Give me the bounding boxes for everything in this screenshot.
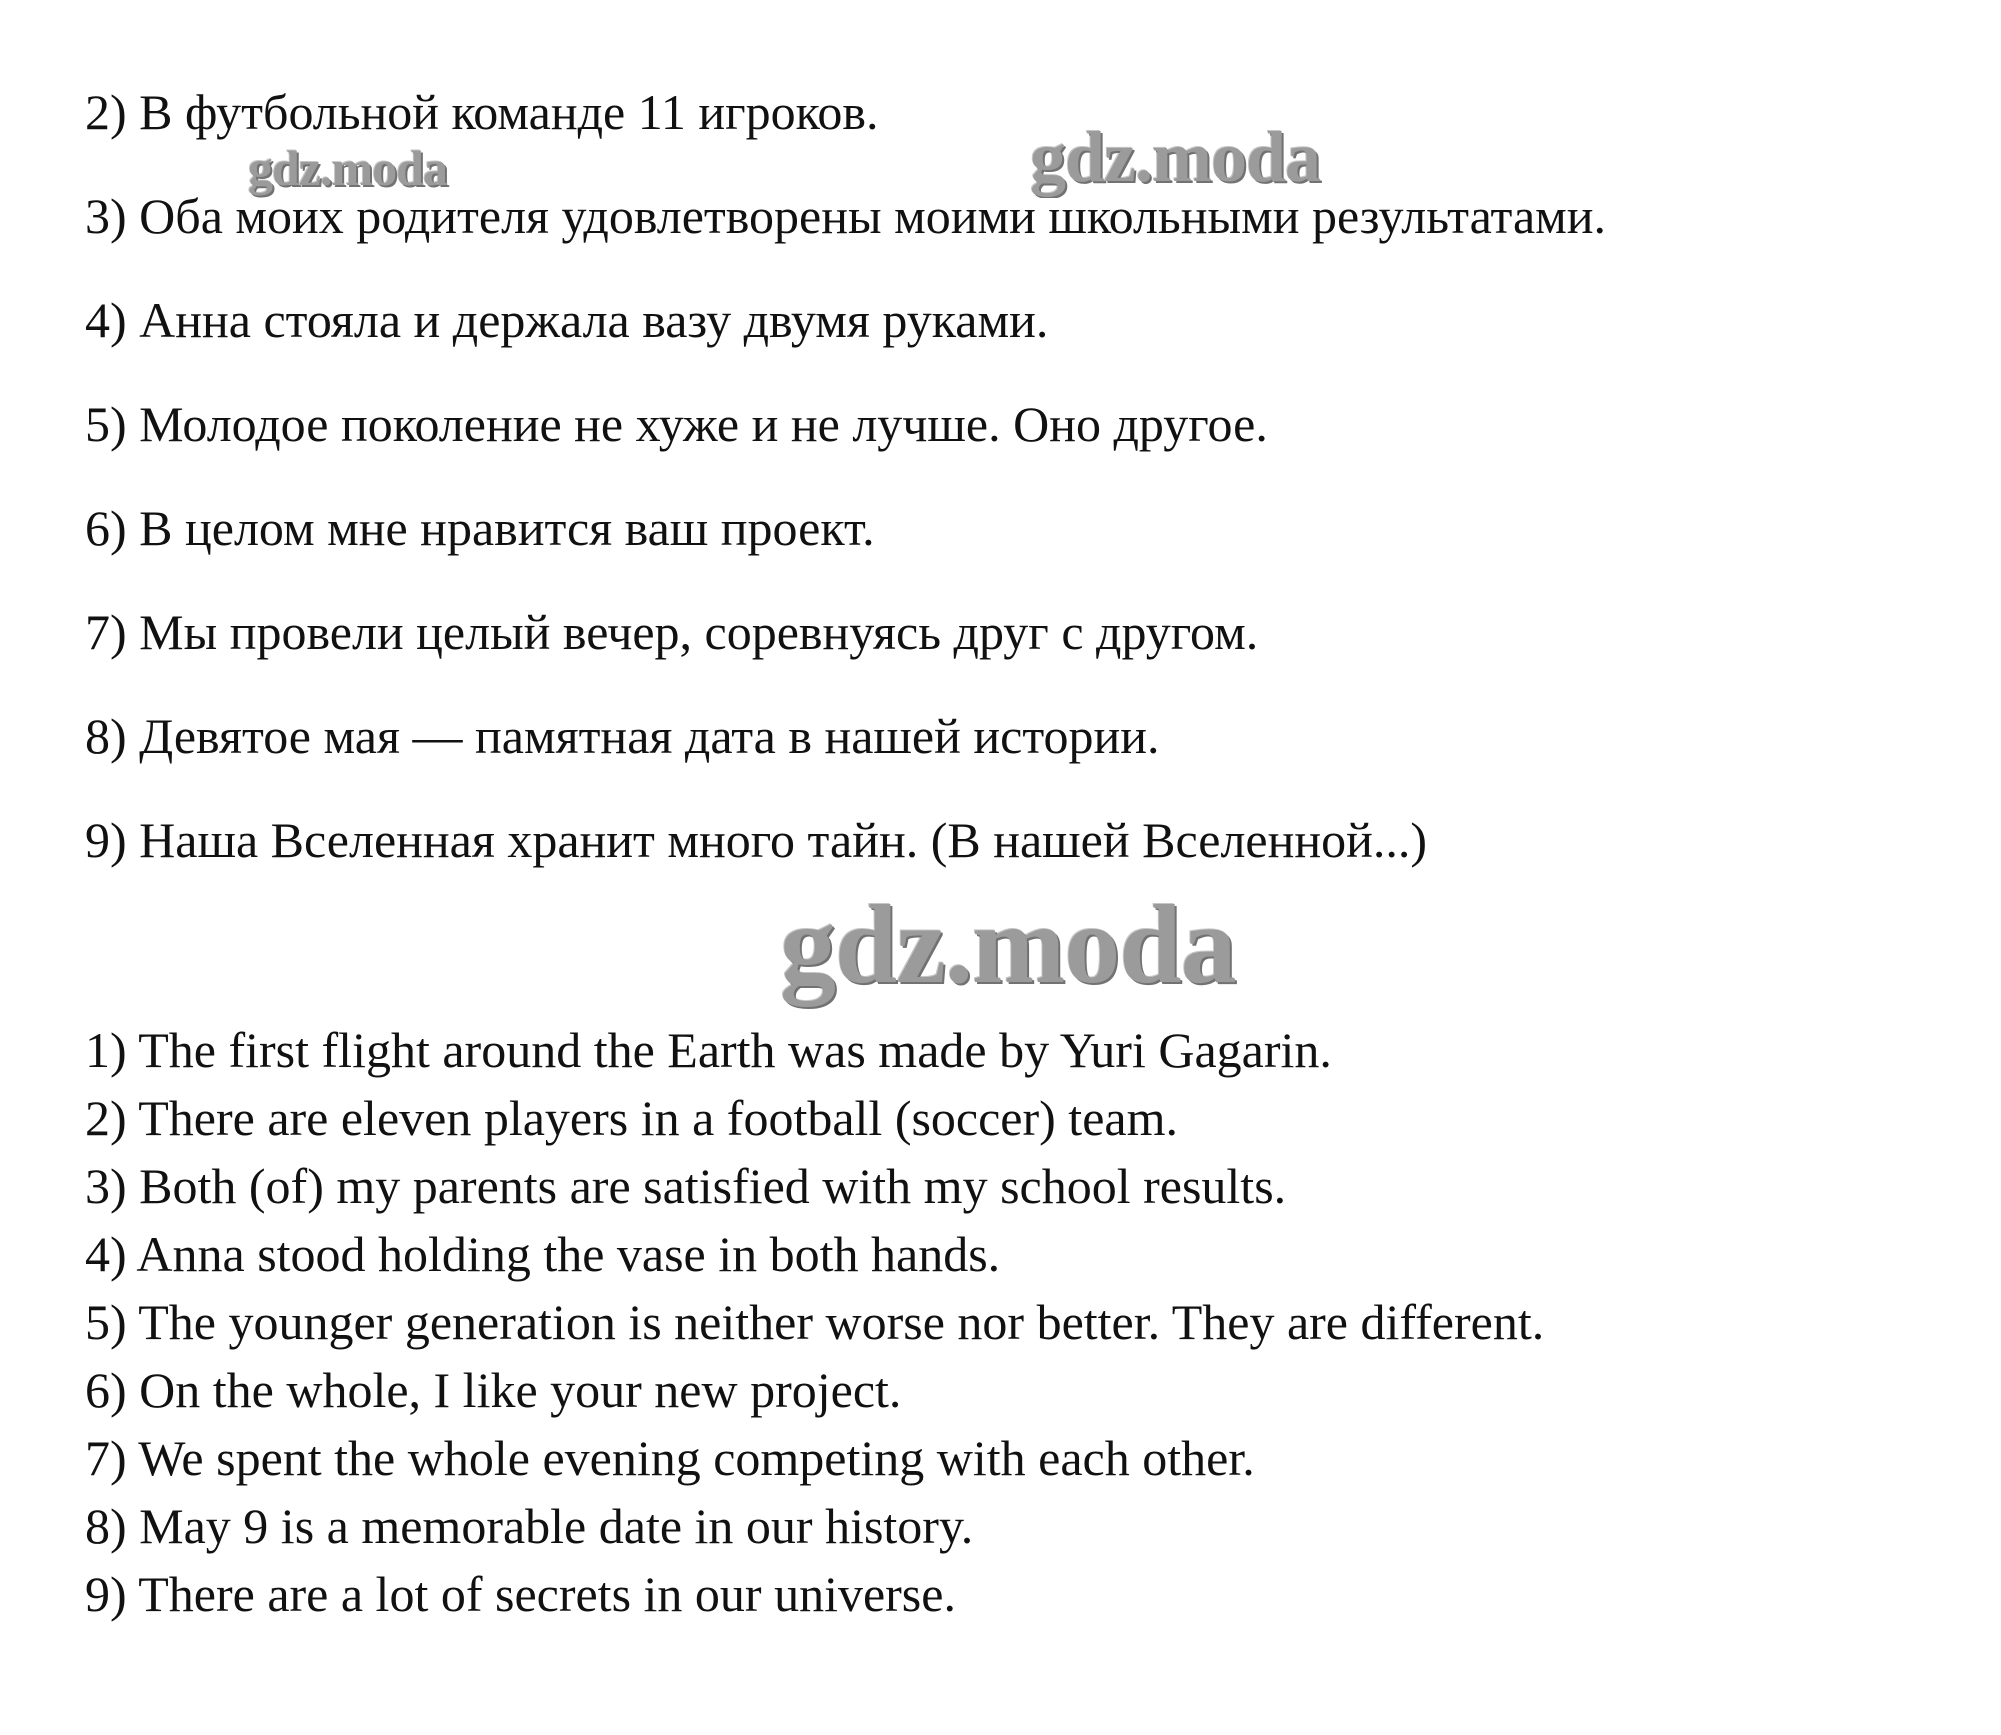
english-item-2: 2) There are eleven players in a football (soccer) team. bbox=[85, 1090, 1178, 1146]
russian-item-4: 4) Анна стояла и держала вазу двумя руками. bbox=[85, 292, 1049, 348]
russian-item-8: 8) Девятое мая — памятная дата в нашей истории. bbox=[85, 708, 1160, 764]
russian-item-6: 6) В целом мне нравится ваш проект. bbox=[85, 500, 875, 556]
english-item-7: 7) We spent the whole evening competing with each other. bbox=[85, 1430, 1255, 1486]
russian-item-7: 7) Мы провели целый вечер, соревнуясь друг с другом. bbox=[85, 604, 1259, 660]
russian-item-9: 9) Наша Вселенная хранит много тайн. (В нашей Вселенной...) bbox=[85, 812, 1428, 868]
russian-item-2: 2) В футбольной команде 11 игроков. bbox=[85, 84, 879, 140]
english-item-3: 3) Both (of) my parents are satisfied with my school results. bbox=[85, 1158, 1287, 1214]
english-item-6: 6) On the whole, I like your new project. bbox=[85, 1362, 902, 1418]
russian-item-5: 5) Молодое поколение не хуже и не лучше. Оно другое. bbox=[85, 396, 1268, 452]
watermark-medium: gdz.moda bbox=[1030, 117, 1321, 197]
english-item-5: 5) The younger generation is neither worse nor better. They are different. bbox=[85, 1294, 1545, 1350]
english-item-8: 8) May 9 is a memorable date in our history. bbox=[85, 1498, 974, 1554]
russian-item-3: 3) Оба моих родителя удовлетворены моими школьными результатами. bbox=[85, 188, 1607, 244]
english-item-9: 9) There are a lot of secrets in our universe. bbox=[85, 1566, 956, 1622]
watermark-small: gdz.moda bbox=[248, 140, 447, 196]
watermark-large: gdz.moda bbox=[780, 883, 1236, 1007]
english-item-4: 4) Anna stood holding the vase in both hands. bbox=[85, 1226, 1001, 1282]
english-item-1: 1) The first flight around the Earth was made by Yuri Gagarin. bbox=[85, 1022, 1332, 1078]
